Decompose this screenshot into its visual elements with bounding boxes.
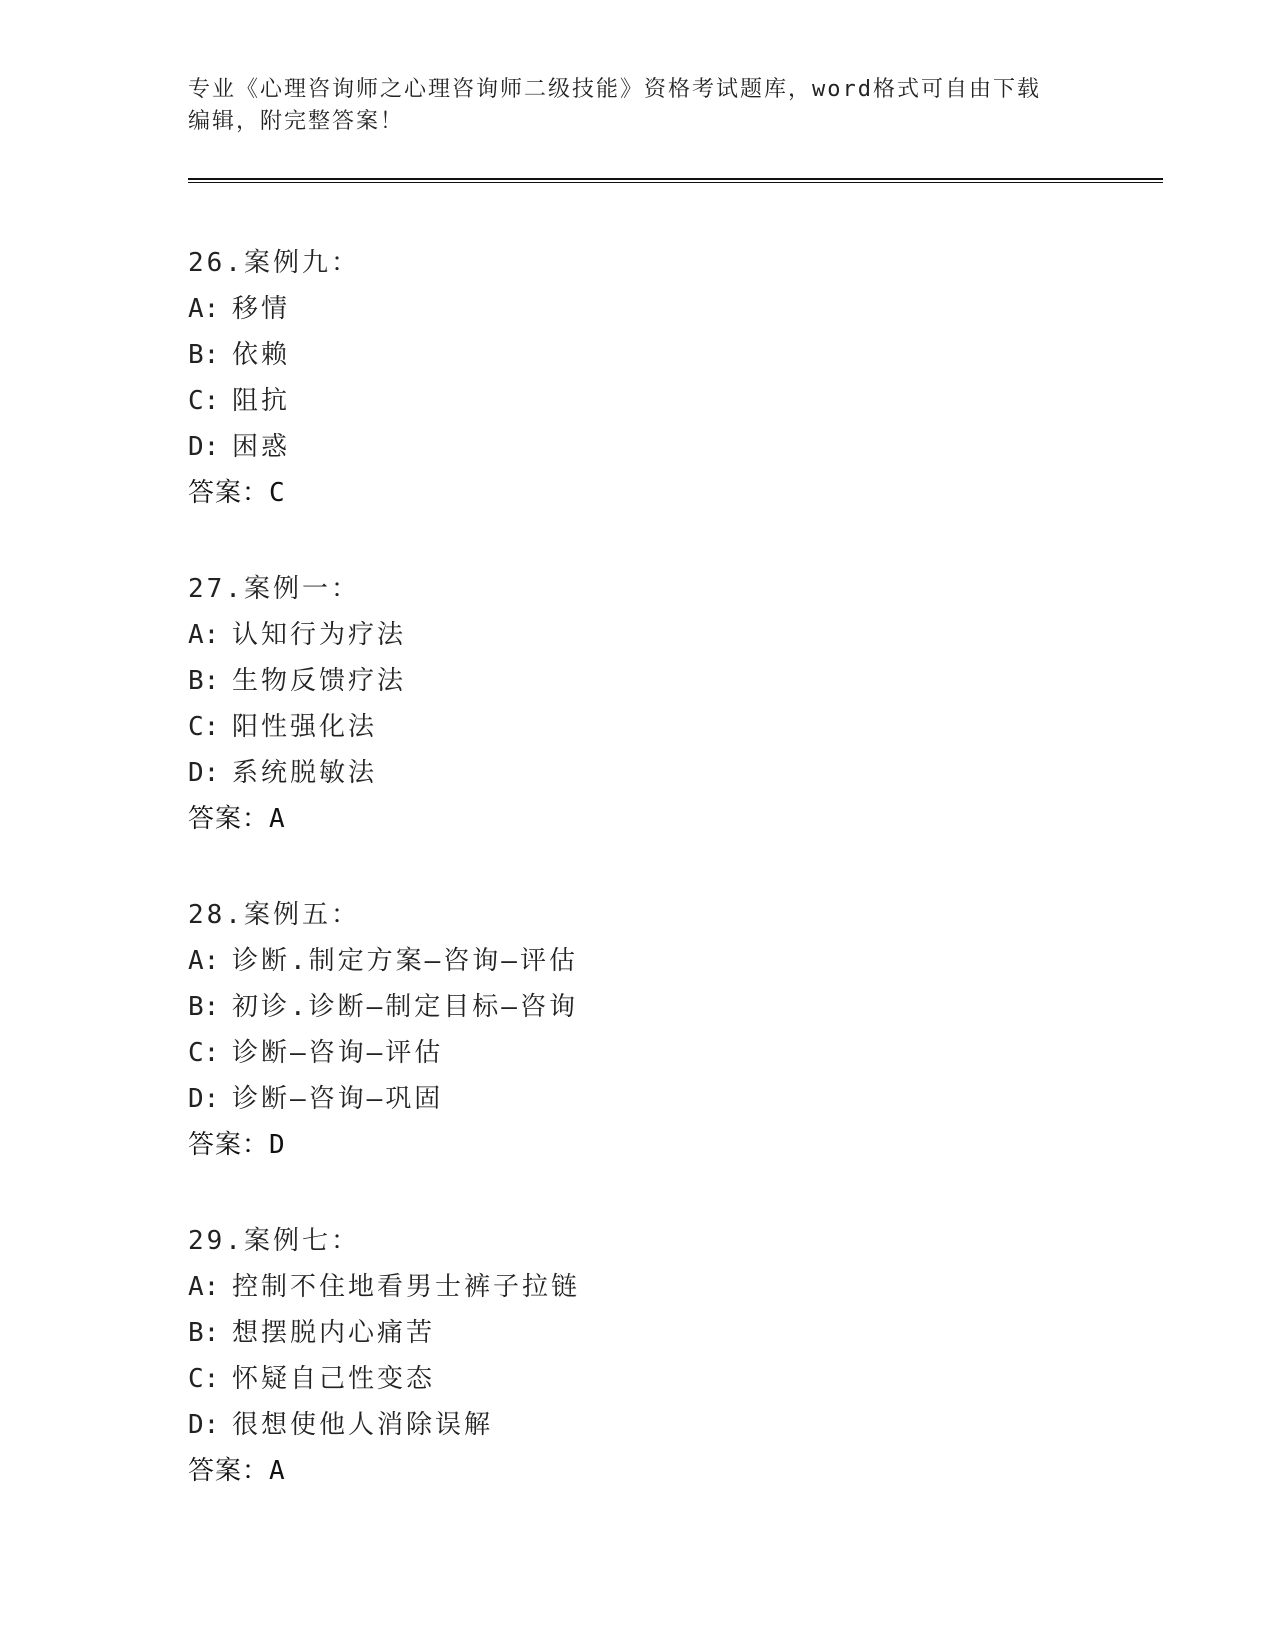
option-a [188, 1264, 1138, 1310]
option-letter: B: [188, 340, 220, 370]
option-text: 诊断—咨询—巩固 [232, 1084, 444, 1114]
answer-label: 答案： [188, 804, 270, 834]
question-number: 29. [188, 1226, 244, 1256]
option-c [188, 1030, 1138, 1076]
header-line-1: 专业《心理咨询师之心理咨询师二级技能》资格考试题库，word格式可自由下载 [188, 77, 1041, 102]
option-letter: A: [188, 294, 220, 324]
option-letter: C: [188, 712, 220, 742]
question-title [188, 892, 1138, 938]
option-d [188, 750, 1138, 796]
option-text: 怀疑自己性变态 [232, 1364, 436, 1394]
document-header [188, 74, 1088, 138]
option-text: 初诊.诊断—制定目标—咨询 [232, 992, 578, 1022]
option-d [188, 424, 1138, 470]
option-letter: B: [188, 992, 220, 1022]
question-26 [188, 240, 1138, 516]
answer-line [188, 796, 1138, 842]
option-text: 生物反馈疗法 [232, 666, 407, 696]
answer-label: 答案： [188, 1456, 270, 1486]
option-text: 阳性强化法 [232, 712, 378, 742]
option-b [188, 658, 1138, 704]
question-title [188, 566, 1138, 612]
header-line-2: 编辑，附完整答案！ [188, 109, 405, 134]
answer-label: 答案： [188, 1130, 270, 1160]
option-d [188, 1402, 1138, 1448]
option-text: 阻抗 [232, 386, 291, 416]
question-27 [188, 566, 1138, 842]
answer-line [188, 1448, 1138, 1494]
question-text: 案例九： [243, 248, 360, 278]
question-text: 案例七： [243, 1226, 360, 1256]
option-letter: C: [188, 386, 220, 416]
option-a [188, 286, 1138, 332]
option-text: 控制不住地看男士裤子拉链 [232, 1272, 581, 1302]
option-letter: D: [188, 432, 220, 462]
question-text: 案例一： [243, 574, 360, 604]
option-text: 移情 [232, 294, 291, 324]
answer-value: A [269, 804, 286, 834]
question-list [188, 240, 1138, 1544]
question-number: 28. [188, 900, 244, 930]
option-letter: D: [188, 1084, 220, 1114]
option-letter: B: [188, 1318, 220, 1348]
option-text: 认知行为疗法 [232, 620, 407, 650]
option-b [188, 984, 1138, 1030]
option-d [188, 1076, 1138, 1122]
option-b [188, 1310, 1138, 1356]
answer-value: A [269, 1456, 286, 1486]
option-c [188, 1356, 1138, 1402]
option-text: 很想使他人消除误解 [232, 1410, 494, 1440]
option-text: 依赖 [232, 340, 291, 370]
answer-line [188, 1122, 1138, 1168]
question-number: 27. [188, 574, 244, 604]
option-a [188, 938, 1138, 984]
option-text: 困惑 [232, 432, 291, 462]
option-text: 想摆脱内心痛苦 [232, 1318, 436, 1348]
answer-line [188, 470, 1138, 516]
answer-value: C [269, 478, 286, 508]
option-letter: A: [188, 620, 220, 650]
question-29 [188, 1218, 1138, 1494]
question-number: 26. [188, 248, 244, 278]
option-a [188, 612, 1138, 658]
option-b [188, 332, 1138, 378]
answer-label: 答案： [188, 478, 270, 508]
option-text: 诊断—咨询—评估 [232, 1038, 444, 1068]
option-letter: D: [188, 758, 220, 788]
header-divider [188, 178, 1163, 183]
question-28 [188, 892, 1138, 1168]
option-letter: B: [188, 666, 220, 696]
option-letter: D: [188, 1410, 220, 1440]
answer-value: D [269, 1130, 286, 1160]
option-c [188, 378, 1138, 424]
option-letter: C: [188, 1038, 220, 1068]
option-text: 诊断.制定方案—咨询—评估 [232, 946, 578, 976]
option-letter: A: [188, 946, 220, 976]
option-text: 系统脱敏法 [232, 758, 378, 788]
question-title [188, 240, 1138, 286]
option-letter: A: [188, 1272, 220, 1302]
question-text: 案例五： [243, 900, 360, 930]
option-c [188, 704, 1138, 750]
question-title [188, 1218, 1138, 1264]
option-letter: C: [188, 1364, 220, 1394]
